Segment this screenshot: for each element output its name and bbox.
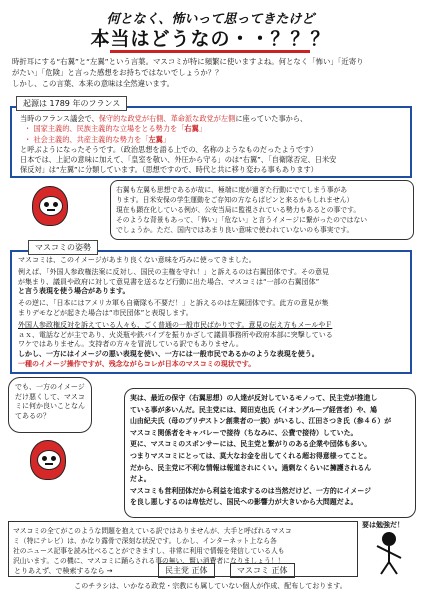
origin-line: 当時のフランス議会で、保守的な政党が右側、革命派な政党が左側に座っていた事から、 (20, 114, 308, 123)
media-line: マスコミは、このイメージがあまり良くない意味を巧みに使ってきました。 (18, 256, 256, 264)
answer-line: つまりマスコミにとっては、莫大なお金を出してくれる超お得意様ってこと。 (130, 451, 372, 460)
media-line: ワケではありません。支持者の方々を冒涜している訳でもありません。 (18, 340, 243, 349)
section-origin-text (20, 114, 405, 176)
media-line: その逆に、「日本にはアメリカ軍も自衛隊も不要だ！」と訴えるのは左翼団体です。此方の意見が集 (18, 299, 329, 308)
media-line: しかし、一方にはイメージの悪い表現を使い、一方には一般市民であるかのような表現を使う。 (18, 350, 319, 359)
answer-line: を良し悪しするのは卑怯だし、国民への影響力が大きいから大問題だよ。 (130, 498, 358, 507)
media-line: が集まり、議員や政府に対して意見書を送るなど行動に出た場合、マスコミは“一部の右翼団体” (18, 277, 320, 286)
answer-text (130, 393, 412, 509)
media-line: 外国人参政権反対を訴えている人々も、ごく普通の一般市民ばかりです。意見の伝え方もメールやＦ (18, 320, 333, 329)
daruma-character-icon (32, 186, 68, 226)
origin-line: ・ 国家主義的、民族主義的な立場をとる勢力を「右翼」 (24, 124, 207, 134)
middle-line: そのような背景もあって、「怖い」「危ない」と言うイメージに繋がったのではない (116, 216, 368, 224)
origin-line: と呼ぶようになったそうです。（政治思想を語る上での、名称のようなものだったようです） (20, 144, 318, 154)
middle-line: でしょうか。ただ、国内ではあまり良い意味で使われていないのも事実です。 (116, 226, 354, 234)
page-subtitle: 何となく、怖いって思ってきたけど (106, 12, 315, 27)
footer-line: ミ（特にテレビ）は、かなり露骨で深刻な状況です。しかし、インターネット上なら各 (13, 537, 277, 545)
section-media-text (18, 256, 406, 370)
media-line: まりデモなどが起きた場合は“市民団体”と表現します。 (18, 308, 193, 317)
answer-line: 山由紀夫氏（母のブリヂストン創業者の一族）がいるし、江田さつき氏（参４６）が (130, 417, 392, 426)
section-origin-label: 起源は 1789 年のフランス (16, 96, 127, 111)
daruma-character-icon (30, 440, 66, 480)
media-line: 例えば、「外国人参政権法案に反対し、国民の主権を守れ！」と訴えるのは右翼団体です。その意見 (18, 267, 329, 276)
answer-line: だから、民主党に不利な情報は報道されにくい。過剰なくらいに擁護されるん (130, 463, 372, 472)
stickman-label: 要は勉強だ！ (362, 521, 404, 529)
middle-line: 現在も顕在化している例が、公安当局に監視されている勢力もあるとの事です。 (116, 206, 361, 214)
search-lead-text: とりあえず、で検索するなら → (14, 567, 113, 575)
middle-note-text (116, 185, 411, 235)
question-speech-bubble: でも、一方のイメージだけ悪くして、マスコミに何か良いことなんてあるの？ (8, 377, 92, 433)
answer-line: 実は、最近の保守（右翼思想）の人達が反対しているモノって、民主党が推進し (130, 394, 378, 402)
intro-line: 時折耳にする“右翼”と“左翼”という言葉。マスコミが特に頻繁に使いますよね。何となく「怖い」「近寄り (12, 57, 364, 66)
origin-line: 保反対」は“左翼”に分類しています。（思想ですので、時代と共に移り変わる事もあります） (20, 165, 318, 175)
section-media-label: マスコミの姿勢 (28, 240, 98, 255)
answer-line: マスコミも営利団体だから利益を追求するのは当然だけど、一方的にイメージ (130, 486, 371, 495)
media-line: と言う表現を使う場合があります。 (18, 287, 130, 296)
media-line: ａｘ、電話などが主であり、火炎瓶や鉄パイプを振りかざして議員事務所や政府本部に突撃している (18, 330, 333, 339)
page-title: 本当はどうなの・・？？？ (90, 28, 331, 50)
intro-text (12, 57, 412, 89)
answer-line: だよ。 (130, 475, 151, 484)
middle-line: ります。日米安保の学生運動をご存知の方ならばピンと来るかもしれません） (116, 196, 354, 204)
stickman-icon (365, 530, 413, 576)
intro-line: しかし、この言葉、本来の意味は全然違います。 (12, 78, 175, 88)
answer-line: 更に、マスコミのスポンサーには、民主党と繋がりのある企業や団体も多い。 (130, 440, 372, 449)
footer-line: 社のニュース記事を読み比べることができますし、非常に利用で情報を発信している人も (13, 547, 285, 555)
footer-text (13, 526, 353, 566)
media-line: 一種のイメージ操作ですが、残念ながらコレが日本のマスコミの現状です。 (18, 359, 256, 368)
origin-line: ・ 社会主義的、共産主義的な勢力を「左翼」 (24, 134, 171, 144)
search-tag-minshuto: 民主党 正体 (158, 563, 215, 578)
search-tag-masukomi: マスコミ 正体 (230, 563, 295, 578)
middle-line: 右翼も左翼も思想であるが故に、極端に度が過ぎた行動にでてしまう事があ (116, 186, 348, 194)
origin-line: 日本では、上記の意味に加えて、「皇室を敬い、外圧から守る」のは“右翼”、「自衛隊否定、日米安 (20, 155, 337, 165)
answer-line: マスコミ関係者をキャバレーで接待（ちなみに、公費で接待）していた。 (130, 428, 358, 437)
title-underline (110, 50, 310, 53)
intro-line: がたい」「危険」と言った感想をお持ちではないでしょうか？？ (12, 67, 223, 77)
footer-line: 沢山います。この機に、マスコミに踊らされる事の無い、賢い消費者になりましょう！！ (13, 557, 285, 565)
footer-line: マスコミの全てがこのような問題を抱えている訳ではありませんが、大手と呼ばれるマスコ (13, 527, 292, 535)
closing-note: このチラシは、いかなる政党・宗教にも属していない個人が作成、配布しております。 (74, 582, 347, 590)
answer-line: ている事が多いんだ。民主党には、岡田克也氏（イオングループ経営者）や、鳩 (130, 405, 378, 414)
